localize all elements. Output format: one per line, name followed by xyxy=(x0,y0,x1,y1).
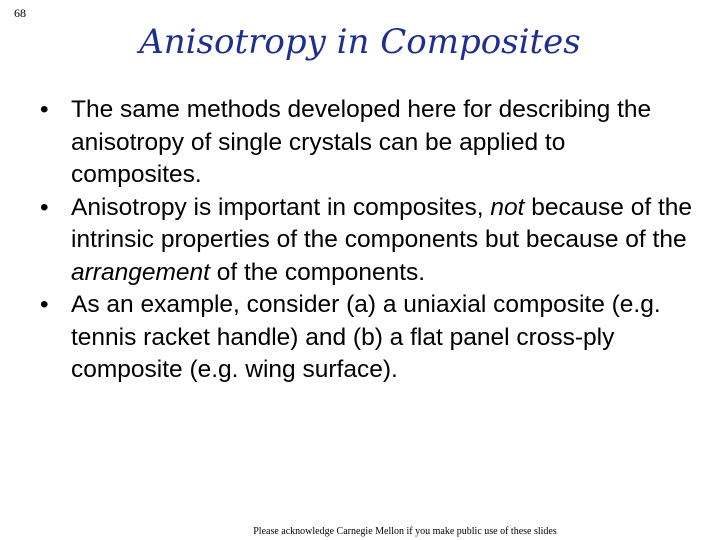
footer-note: Please acknowledge Carnegie Mellon if you make public use of these slides xyxy=(253,526,557,537)
bullet-item xyxy=(38,289,698,387)
emphasis-text: arrangement xyxy=(71,258,210,286)
bullet-text: because of the intrinsic properties of the components but because of the xyxy=(71,193,693,253)
bullet-item xyxy=(38,94,698,192)
bullet-text: The same methods developed here for describing the anisotropy of single crystals can be applied to composites. xyxy=(71,96,652,188)
slide-number: 68 xyxy=(14,6,26,20)
emphasis-text: not xyxy=(490,193,525,221)
bullet-list xyxy=(38,94,698,387)
bullet-text: of the components. xyxy=(209,258,426,286)
bullet-text: Anisotropy is important in composites, xyxy=(71,193,491,221)
bullet-item xyxy=(38,192,698,290)
bullet-text: As an example, consider (a) a uniaxial composite (e.g. tennis racket handle) and (b) a flat panel cross-ply composite (e.g. wing surface). xyxy=(71,291,661,383)
slide-title: Anisotropy in Composites xyxy=(139,22,581,62)
